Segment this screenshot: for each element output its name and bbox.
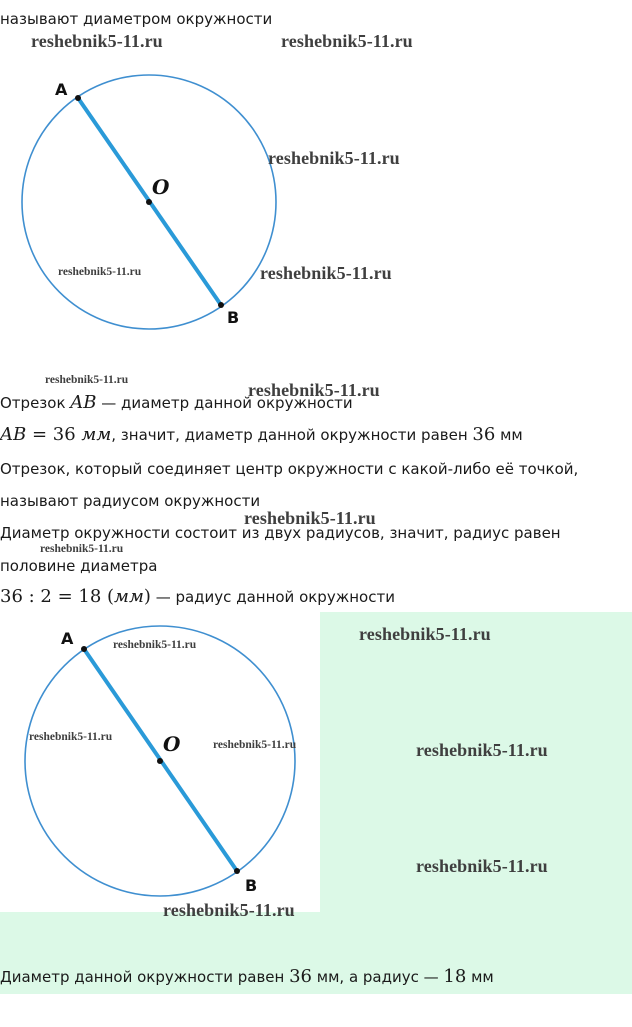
- point-b-2: [234, 868, 240, 874]
- label-b-1: B: [227, 308, 240, 327]
- watermark: reshebnik5-11.ru: [58, 266, 142, 278]
- label-o-2: O: [163, 732, 181, 756]
- watermark: reshebnik5-11.ru: [45, 374, 129, 386]
- point-o-2: [157, 758, 163, 764]
- watermark: reshebnik5-11.ru: [31, 31, 163, 51]
- label-a-1: A: [55, 80, 68, 99]
- label-o-1: O: [152, 175, 170, 199]
- watermark: reshebnik5-11.ru: [268, 148, 400, 168]
- watermark: reshebnik5-11.ru: [213, 739, 297, 751]
- watermark: reshebnik5-11.ru: [40, 543, 124, 555]
- radius-definition-2: называют радиусом окружности: [0, 492, 261, 510]
- intro-line: называют диаметром окружности: [0, 10, 273, 28]
- radius-calc-line: 36 : 2 = 18 (мм) — радиус данной окружности: [0, 586, 395, 607]
- watermark: reshebnik5-11.ru: [113, 639, 197, 651]
- point-a-2: [81, 646, 87, 652]
- answer-line: Диаметр данной окружности равен 36 мм, а радиус — 18 мм: [0, 966, 494, 987]
- watermark: reshebnik5-11.ru: [163, 900, 295, 920]
- watermark: reshebnik5-11.ru: [248, 380, 380, 400]
- label-b-2: B: [245, 876, 258, 895]
- watermark: reshebnik5-11.ru: [281, 31, 413, 51]
- ab-diameter-line: Отрезок AB — диаметр данной окружности: [0, 392, 353, 413]
- watermark: reshebnik5-11.ru: [29, 731, 113, 743]
- radius-definition-1: Отрезок, который соединяет центр окружности с какой-либо её точкой,: [0, 460, 579, 478]
- watermark: reshebnik5-11.ru: [260, 263, 392, 283]
- label-a-2: A: [61, 629, 74, 648]
- ab-equals-line: AB = 36 мм, значит, диаметр данной окружности равен 36 мм: [0, 424, 523, 445]
- diameter-two-radii-2: половине диаметра: [0, 557, 158, 575]
- watermark: reshebnik5-11.ru: [359, 624, 491, 644]
- watermark: reshebnik5-11.ru: [416, 740, 548, 760]
- watermark: reshebnik5-11.ru: [416, 856, 548, 876]
- diameter-two-radii-1: Диаметр окружности состоит из двух радиусов, значит, радиус равен: [0, 524, 561, 542]
- watermark: reshebnik5-11.ru: [244, 508, 376, 528]
